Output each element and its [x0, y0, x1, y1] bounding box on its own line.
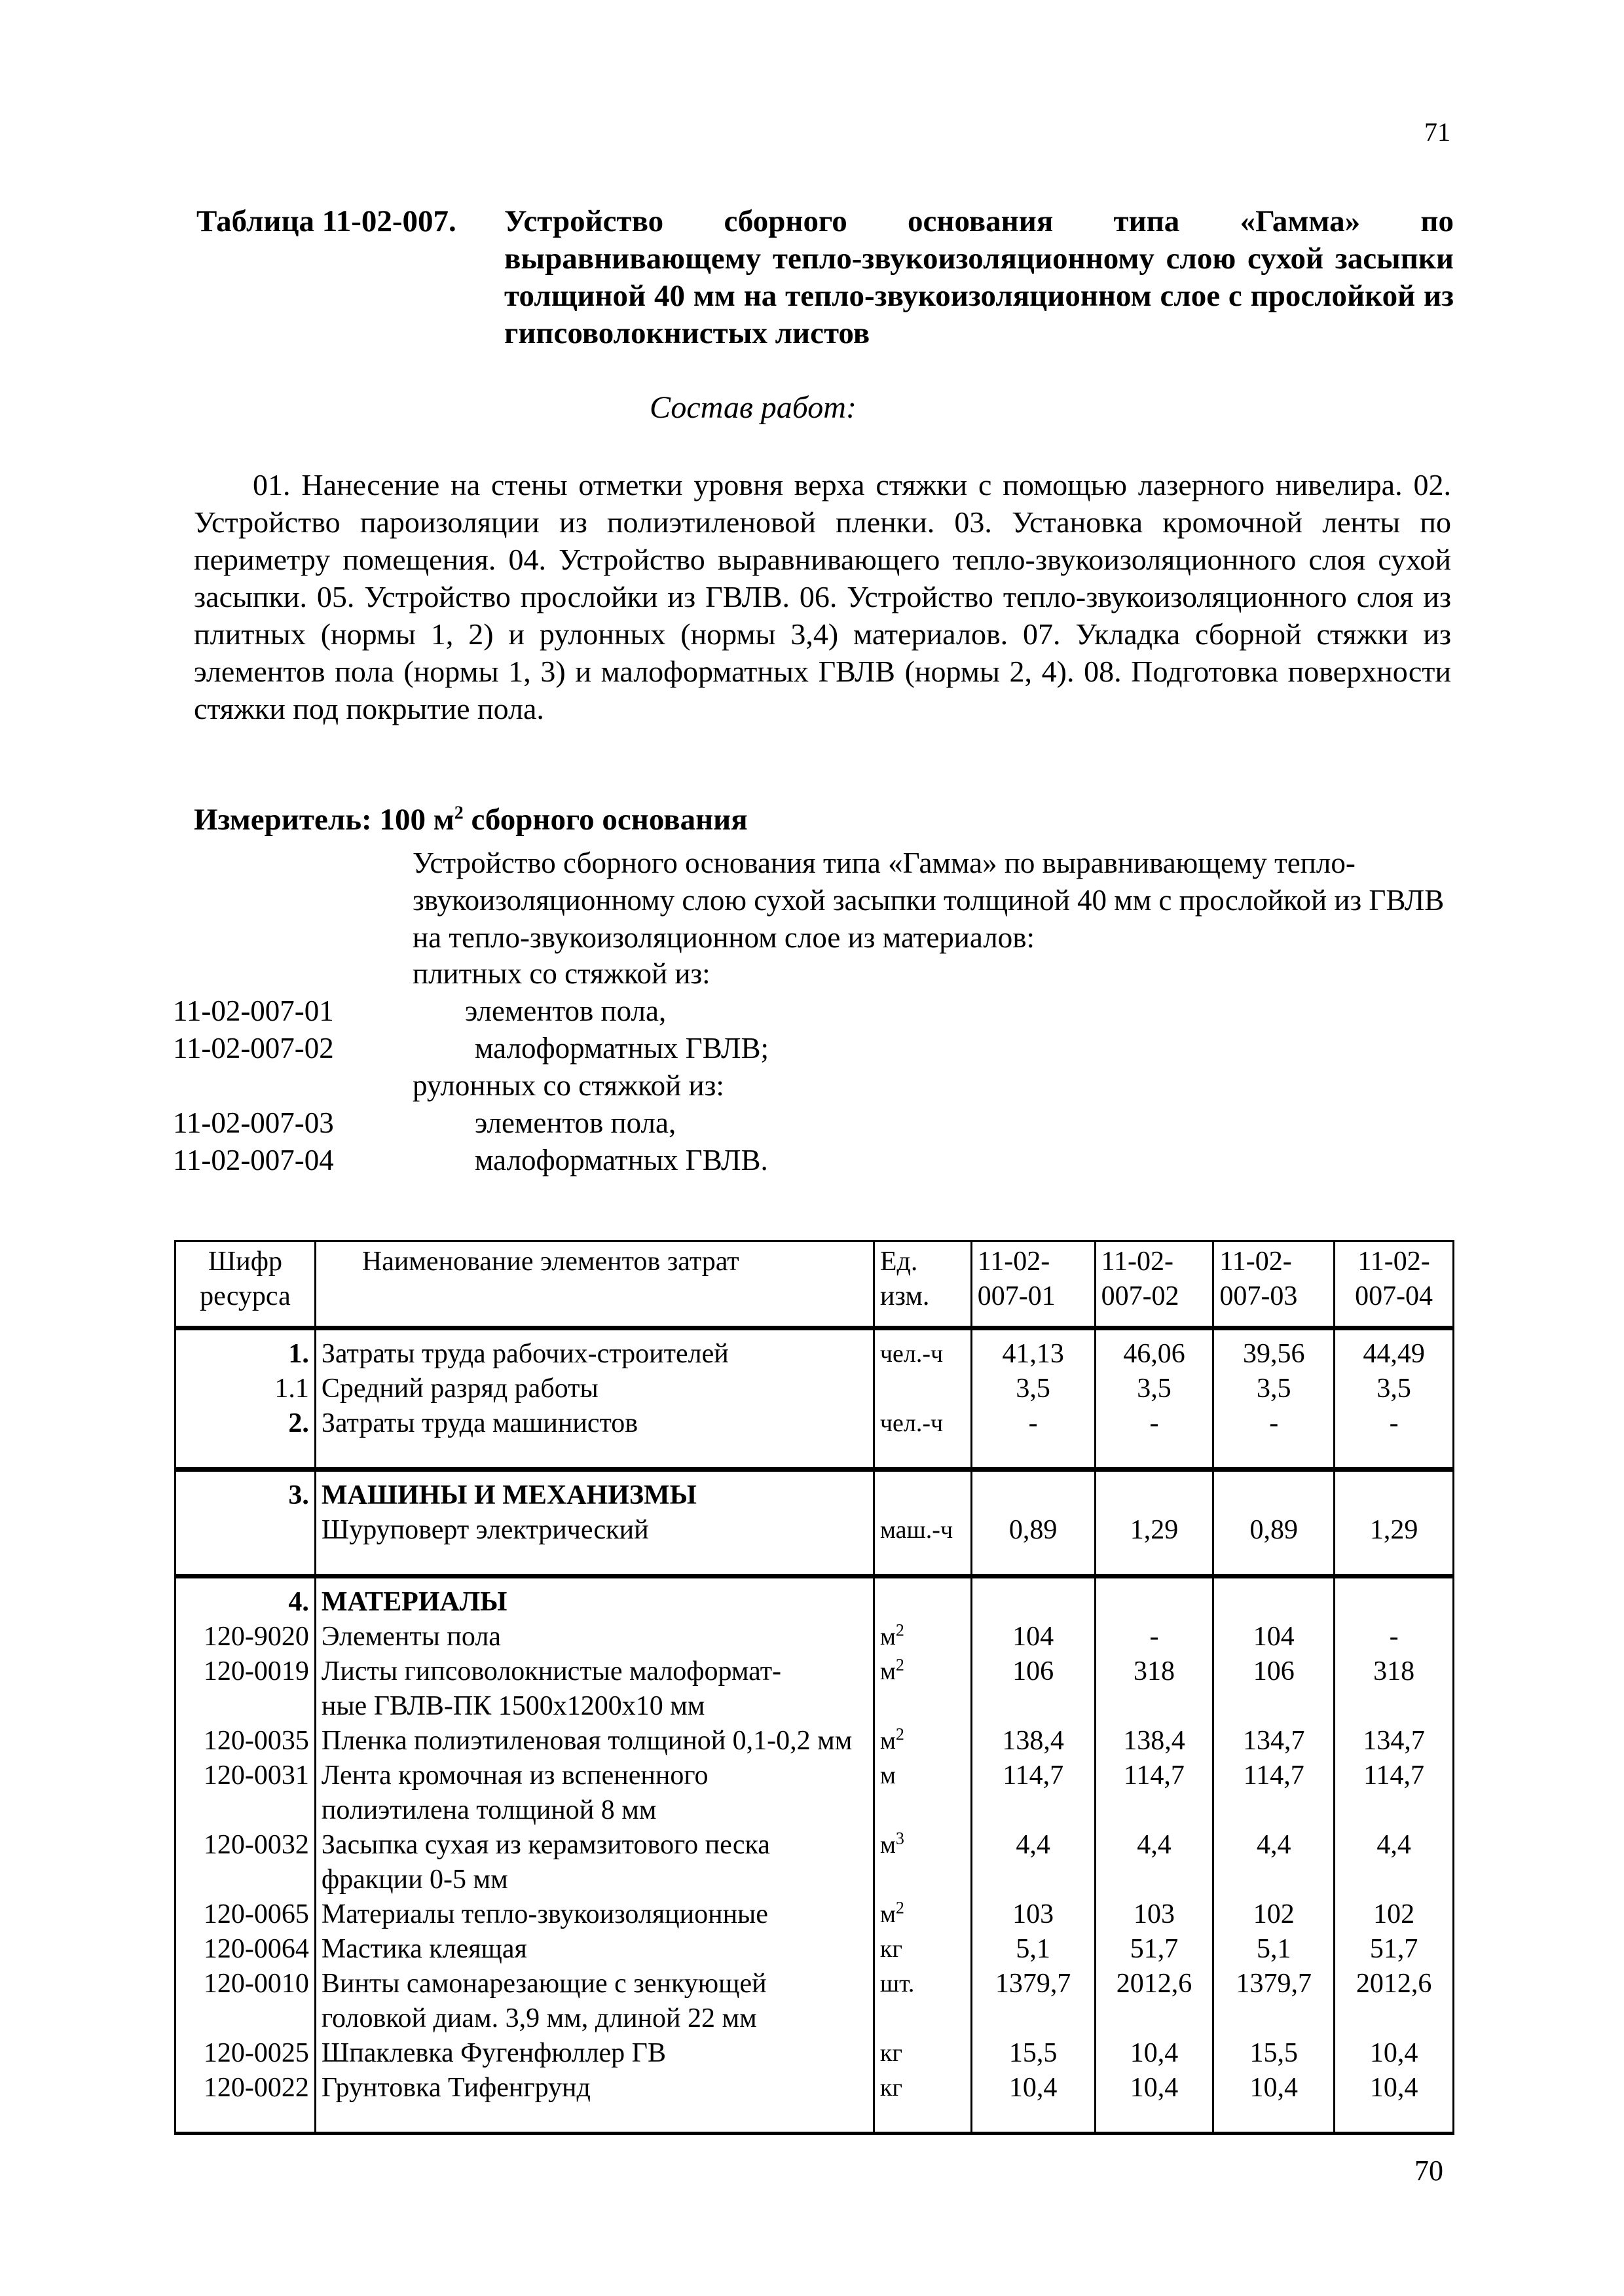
header-unit: Ед. изм. — [874, 1241, 971, 1328]
norm-value: 10,4 — [1335, 2036, 1454, 2071]
table-row — [175, 1576, 1454, 1620]
unit: м — [879, 1901, 896, 1928]
resource-code: 120-0065 — [175, 1897, 316, 1932]
norm-code: 11-02-007-03 — [173, 1106, 334, 1139]
norm-value: 5,1 — [971, 1932, 1095, 1967]
header-norm-2: 11-02- 007-02 — [1095, 1241, 1213, 1328]
unit: м — [879, 1727, 896, 1755]
norm-value: - — [1213, 1406, 1335, 1470]
norm-value — [1213, 1470, 1335, 1514]
resource-name: Затраты труда машинистов — [315, 1406, 874, 1470]
resource-name: Материалы тепло-звукоизоляционные — [315, 1897, 874, 1932]
unit-cell — [874, 1406, 971, 1470]
norm-value: 1379,7 — [1213, 1967, 1335, 2036]
unit-exponent: 3 — [895, 1829, 904, 1848]
unit-cell — [874, 1897, 971, 1932]
resource-name: Грунтовка Тифенгрунд — [315, 2071, 874, 2134]
table-row — [175, 1470, 1454, 1514]
table-row — [175, 2071, 1454, 2134]
table-row — [175, 1932, 1454, 1967]
norm-value: 3,5 — [1335, 1372, 1454, 1406]
norm-value: - — [1335, 1406, 1454, 1470]
norm-value: 0,89 — [971, 1513, 1095, 1576]
table-section — [175, 1576, 1454, 2134]
norm-text: малоформатных ГВЛВ; — [475, 1032, 769, 1065]
norm-value: 138,4 — [1095, 1724, 1213, 1758]
resource-code: 120-9020 — [175, 1620, 316, 1654]
norm-value — [1335, 1576, 1454, 1620]
header-norm-3: 11-02- 007-03 — [1213, 1241, 1335, 1328]
unit: м — [879, 1658, 896, 1685]
resource-name: Элементы пола — [315, 1620, 874, 1654]
norm-value: 1,29 — [1095, 1513, 1213, 1576]
unit-cell — [874, 1372, 971, 1406]
table-row — [175, 1828, 1454, 1897]
table-title — [196, 203, 1454, 352]
table-row — [175, 1406, 1454, 1470]
unit: маш.-ч — [879, 1516, 953, 1544]
meter-rest: сборного основания — [463, 803, 748, 837]
norm-value: 104 — [971, 1620, 1095, 1654]
table-section — [175, 1470, 1454, 1576]
resource-name: Засыпка сухая из керамзитового песка фракции 0-5 мм — [315, 1828, 874, 1897]
resource-name: Пленка полиэтиленовая толщиной 0,1-0,2 мм — [315, 1724, 874, 1758]
resource-code: 120-0035 — [175, 1724, 316, 1758]
norm-value: 106 — [971, 1654, 1095, 1724]
norm-value: 4,4 — [1335, 1828, 1454, 1897]
resource-name: Затраты труда рабочих-строителей — [315, 1328, 874, 1372]
norm-value: 41,13 — [971, 1328, 1095, 1372]
resource-code: 120-0022 — [175, 2071, 316, 2134]
resource-name: МАТЕРИАЛЫ — [315, 1576, 874, 1620]
norm-value: 134,7 — [1213, 1724, 1335, 1758]
norm-value: 1,29 — [1335, 1513, 1454, 1576]
resource-code: 120-0032 — [175, 1828, 316, 1897]
table-row — [175, 1328, 1454, 1372]
work-description: 01. Нанесение на стены отметки уровня верха стяжки с помощью лазерного нивелира. 02. Устройство пароизоляции из полиэтиленовой пленки. 03. Установка кромочной ленты по периметру помещения. 04. Устройство выравнивающего тепло-звукоизоляционного слоя сухой засыпки. 05. Устройство прослойки из ГВЛВ. 06. Устройство тепло-звукоизоляционного слоя из плитных (нормы 1, 2) и рулонных (нормы 3,4) материалов. 07. Укладка сборной стяжки из элементов пола (нормы 1, 3) и малоформатных ГВЛВ (нормы 2, 4). 08. Подготовка поверхности стяжки под покрытие пола. — [194, 468, 1451, 725]
norm-value: 44,49 — [1335, 1328, 1454, 1372]
unit-exponent: 2 — [895, 1724, 904, 1744]
table-title-text: Устройство сборного основания типа «Гамма» по выравнивающему тепло-звукоизоляционному слою сухой засыпки толщиной 40 мм на тепло-звукоизоляционном слое с прослойкой из гипсоволокнистых листов — [504, 204, 1454, 350]
unit-cell — [874, 1620, 971, 1654]
table-row — [175, 1372, 1454, 1406]
resource-name: МАШИНЫ И МЕХАНИЗМЫ — [315, 1470, 874, 1514]
table-row — [175, 1620, 1454, 1654]
norm-value: 46,06 — [1095, 1328, 1213, 1372]
unit-cell — [874, 1328, 971, 1372]
norm-value: 318 — [1335, 1654, 1454, 1724]
norm-value: 102 — [1335, 1897, 1454, 1932]
resource-code: 2. — [175, 1406, 316, 1470]
resource-table — [174, 1240, 1454, 2135]
meter-label-text: Измеритель: 100 м — [194, 803, 454, 837]
table-row — [175, 1967, 1454, 2036]
table-title-label: Таблица 11-02-007. — [196, 204, 456, 238]
norm-value — [971, 1470, 1095, 1514]
unit-cell — [874, 1724, 971, 1758]
norm-group-2: рулонных со стяжкой из: — [413, 1069, 724, 1102]
unit-cell — [874, 1470, 971, 1514]
norm-value: 102 — [1213, 1897, 1335, 1932]
resource-code: 120-0010 — [175, 1967, 316, 2036]
norm-value: 3,5 — [1213, 1372, 1335, 1406]
resource-code — [175, 1513, 316, 1576]
unit: чел.-ч — [879, 1410, 944, 1437]
norm-value: 10,4 — [1213, 2071, 1335, 2134]
resource-name: Мастика клеящая — [315, 1932, 874, 1967]
norm-value: 2012,6 — [1335, 1967, 1454, 2036]
norm-value: 3,5 — [971, 1372, 1095, 1406]
norm-value — [1213, 1576, 1335, 1620]
norm-value: 15,5 — [971, 2036, 1095, 2071]
norm-value: - — [1095, 1620, 1213, 1654]
norm-value: 104 — [1213, 1620, 1335, 1654]
norm-value: 39,56 — [1213, 1328, 1335, 1372]
norm-text: элементов пола, — [475, 1106, 676, 1139]
norm-value: 4,4 — [971, 1828, 1095, 1897]
header-norm-1: 11-02- 007-01 — [971, 1241, 1095, 1328]
norm-value: 114,7 — [1095, 1758, 1213, 1828]
table-row — [175, 1724, 1454, 1758]
norm-description: Устройство сборного основания типа «Гамма» по выравнивающему тепло-звукоизоляционному слою сухой засыпки толщиной 40 мм с прослойкой из ГВЛВ на тепло-звукоизоляционном слое из материалов: — [413, 847, 1445, 954]
table-section — [175, 1328, 1454, 1470]
resource-name: Шпаклевка Фугенфюллер ГВ — [315, 2036, 874, 2071]
unit: кг — [879, 2074, 902, 2102]
resource-code: 120-0025 — [175, 2036, 316, 2071]
unit-cell — [874, 1654, 971, 1724]
norm-value — [1095, 1470, 1213, 1514]
resource-name: Лента кромочная из вспененного полиэтилена толщиной 8 мм — [315, 1758, 874, 1828]
unit: чел.-ч — [879, 1340, 944, 1368]
unit-exponent: 2 — [895, 1655, 904, 1675]
unit-exponent: 2 — [895, 1898, 904, 1918]
norm-code: 11-02-007-04 — [173, 1144, 334, 1176]
unit-cell — [874, 1932, 971, 1967]
page-number-bottom: 70 — [1414, 2155, 1443, 2187]
table-row — [175, 2036, 1454, 2071]
page-number-top: 71 — [1424, 117, 1450, 147]
norm-value: 4,4 — [1213, 1828, 1335, 1897]
norm-value: 114,7 — [1213, 1758, 1335, 1828]
norm-value: 1379,7 — [971, 1967, 1095, 2036]
norm-value: - — [971, 1406, 1095, 1470]
norm-value: 10,4 — [1095, 2036, 1213, 2071]
unit: шт. — [879, 1970, 915, 1997]
norm-group-1: плитных со стяжкой из: — [413, 957, 710, 990]
norm-value: - — [1095, 1406, 1213, 1470]
norm-text: малоформатных ГВЛВ. — [475, 1144, 768, 1176]
norm-value — [971, 1576, 1095, 1620]
resource-code: 1. — [175, 1328, 316, 1372]
resource-code: 120-0064 — [175, 1932, 316, 1967]
header-norm-4: 11-02- 007-04 — [1335, 1241, 1454, 1328]
header-name: Наименование элементов затрат — [315, 1241, 874, 1328]
resource-code: 3. — [175, 1470, 316, 1514]
header-code: Шифр ресурса — [175, 1241, 316, 1328]
table-row — [175, 1897, 1454, 1932]
resource-name: Шуруповерт электрический — [315, 1513, 874, 1576]
unit-cell — [874, 1758, 971, 1828]
resource-code: 4. — [175, 1576, 316, 1620]
norm-value: - — [1335, 1620, 1454, 1654]
norm-value — [1335, 1470, 1454, 1514]
norm-value: 10,4 — [971, 2071, 1095, 2134]
resource-code: 120-0019 — [175, 1654, 316, 1724]
norm-value: 51,7 — [1335, 1932, 1454, 1967]
norm-value: 106 — [1213, 1654, 1335, 1724]
resource-name: Листы гипсоволокнистые малоформат- ные ГВЛВ-ПК 1500х1200х10 мм — [315, 1654, 874, 1724]
table-row — [175, 1654, 1454, 1724]
norm-value: 51,7 — [1095, 1932, 1213, 1967]
norm-value: 10,4 — [1095, 2071, 1213, 2134]
unit: м — [879, 1762, 896, 1789]
unit-exponent: 2 — [895, 1620, 904, 1640]
norm-code: 11-02-007-01 — [173, 994, 334, 1027]
resource-name: Винты самонарезающие с зенкующей головкой диам. 3,9 мм, длиной 22 мм — [315, 1967, 874, 2036]
unit-cell — [874, 2071, 971, 2134]
norm-value: 103 — [1095, 1897, 1213, 1932]
unit: кг — [879, 1935, 902, 1963]
norm-value: 3,5 — [1095, 1372, 1213, 1406]
norm-value: 318 — [1095, 1654, 1213, 1724]
norm-value: 0,89 — [1213, 1513, 1335, 1576]
unit: м — [879, 1623, 896, 1650]
norm-value: 114,7 — [971, 1758, 1095, 1828]
norm-code: 11-02-007-02 — [173, 1032, 334, 1065]
resource-code: 120-0031 — [175, 1758, 316, 1828]
resource-code: 1.1 — [175, 1372, 316, 1406]
work-composition-heading: Состав работ: — [650, 390, 857, 425]
table-row — [175, 1513, 1454, 1576]
unit: м — [879, 1831, 896, 1859]
unit-cell — [874, 2036, 971, 2071]
unit-cell — [874, 1967, 971, 2036]
unit-cell — [874, 1513, 971, 1576]
table-row — [175, 1758, 1454, 1828]
norm-value: 114,7 — [1335, 1758, 1454, 1828]
norm-text: элементов пола, — [465, 994, 667, 1027]
norm-value: 15,5 — [1213, 2036, 1335, 2071]
table-header-row — [175, 1241, 1454, 1328]
unit-cell — [874, 1576, 971, 1620]
unit: кг — [879, 2039, 902, 2067]
norm-value: 10,4 — [1335, 2071, 1454, 2134]
norm-value: 103 — [971, 1897, 1095, 1932]
norm-value: 138,4 — [971, 1724, 1095, 1758]
norm-value: 4,4 — [1095, 1828, 1213, 1897]
meter-label — [194, 802, 748, 837]
unit-cell — [874, 1828, 971, 1897]
norm-value: 134,7 — [1335, 1724, 1454, 1758]
meter-sup: 2 — [454, 803, 464, 824]
norm-value: 2012,6 — [1095, 1967, 1213, 2036]
norm-value: 5,1 — [1213, 1932, 1335, 1967]
resource-name: Средний разряд работы — [315, 1372, 874, 1406]
norm-value — [1095, 1576, 1213, 1620]
